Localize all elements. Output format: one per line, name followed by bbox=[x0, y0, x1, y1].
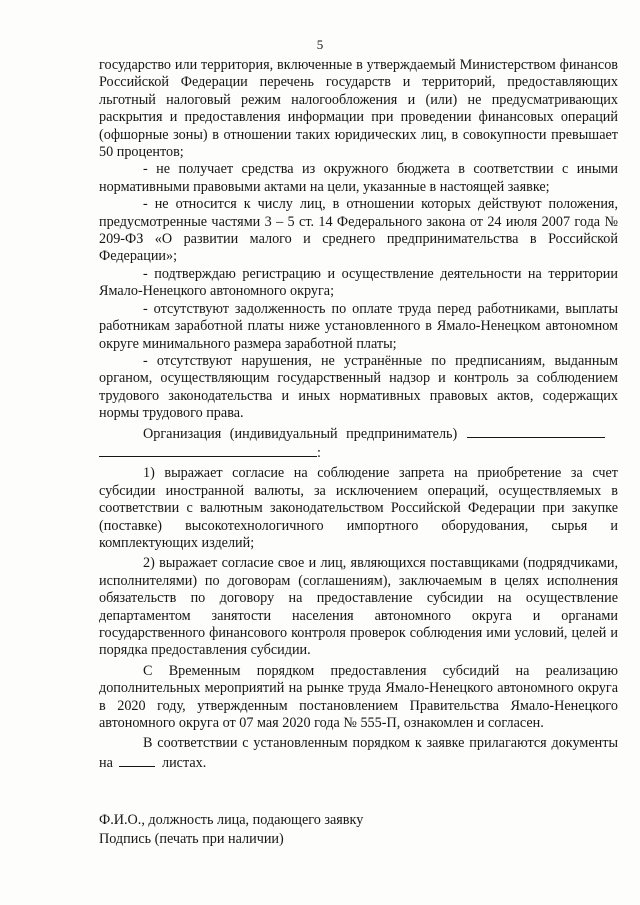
page-number: 5 bbox=[316, 37, 324, 52]
paragraph-offshore-share: государство или территория, включенные в утверждаемый Министерством финансов Российской Федерации перечень государств и территорий, предоставляющих льготный налоговый режим налогообложения и (или) не предусматривающих раскрытия и предоставления информации при проведении финансовых операций (офшорные зоны) в отношении таких юридических лиц, в совокупности превышает 50 процентов; bbox=[99, 57, 618, 161]
sheet-count-blank bbox=[119, 753, 155, 767]
signature-stamp-line: Подпись (печать при наличии) bbox=[99, 831, 284, 847]
attached-documents-text: В соответствии с установленным порядком к заявке прилагаются документы на bbox=[99, 735, 618, 771]
paragraph-attached-documents bbox=[99, 735, 618, 772]
paragraph-inspection-consent: 2) выражает согласие свое и лиц, являющихся поставщиками (подрядчиками, исполнителями) по договорам (соглашениям), заключаемым в целях исполнения обязательств по договору на предоставление субсидии на осуществление департаментом занятости населения автономного округа и органами государственного финансового контроля проверок соблюдения ими условий, целей и порядка предоставления субсидии. bbox=[99, 555, 618, 659]
signature-fio-line: Ф.И.О., должность лица, подающего заявку bbox=[99, 812, 364, 828]
paragraph-no-violations: - отсутствуют нарушения, не устранённые по предписаниям, выданным органом, осуществляющим государственный надзор и контроль за соблюдением трудового законодательства и иных нормативных правовых актов, содержащих нормы трудового права. bbox=[99, 352, 618, 422]
organization-label: Организация (индивидуальный предприниматель) bbox=[143, 425, 458, 442]
document-body bbox=[99, 57, 618, 772]
attached-documents-unit: листах. bbox=[161, 754, 207, 771]
organization-colon: : bbox=[317, 444, 321, 461]
organization-name-blank bbox=[467, 424, 605, 438]
paragraph-registration: - подтверждаю регистрацию и осуществление деятельности на территории Ямало-Ненецкого автономного округа; bbox=[99, 265, 618, 300]
paragraph-no-wage-debt: - отсутствуют задолженность по оплате труда перед работниками, выплаты работникам заработной платы ниже установленного в Ямало-Ненецком автономном округе минимального размера заработной платы; bbox=[99, 300, 618, 352]
paragraph-procedure-acknowledgement: С Временным порядком предоставления субсидий на реализацию дополнительных мероприятий на рынке труда Ямало-Ненецкого автономного округа в 2020 году, утвержденным постановлением Правительства Ямало-Ненецкого автономного округа от 07 мая 2020 года № 555-П, ознакомлен и согласен. bbox=[99, 662, 618, 732]
paragraph-currency-consent: 1) выражает согласие на соблюдение запрета на приобретение за счет субсидии иностранной валюты, за исключением операций, осуществляемых в соответствии с валютным законодательством Российской Федерации при закупке (поставке) высокотехнологичного импортного оборудования, сырья и комплектующих изделий; bbox=[99, 465, 618, 551]
paragraph-organization bbox=[99, 424, 618, 443]
paragraph-no-regional-funds: - не получает средства из окружного бюджета в соответствии с иными нормативными правовыми актами на цели, указанные в настоящей заявке; bbox=[99, 161, 618, 195]
organization-name-line bbox=[99, 443, 618, 462]
organization-name-blank-2 bbox=[99, 443, 317, 457]
paragraph-federal-law: - не относится к числу лиц, в отношении которых действуют положения, предусмотренные частями 3 – 5 ст. 14 Федерального закона от 24 июля 2007 года № 209-ФЗ «О развитии малого и среднего предпринимательства в Российской Федерации»; bbox=[99, 196, 618, 265]
